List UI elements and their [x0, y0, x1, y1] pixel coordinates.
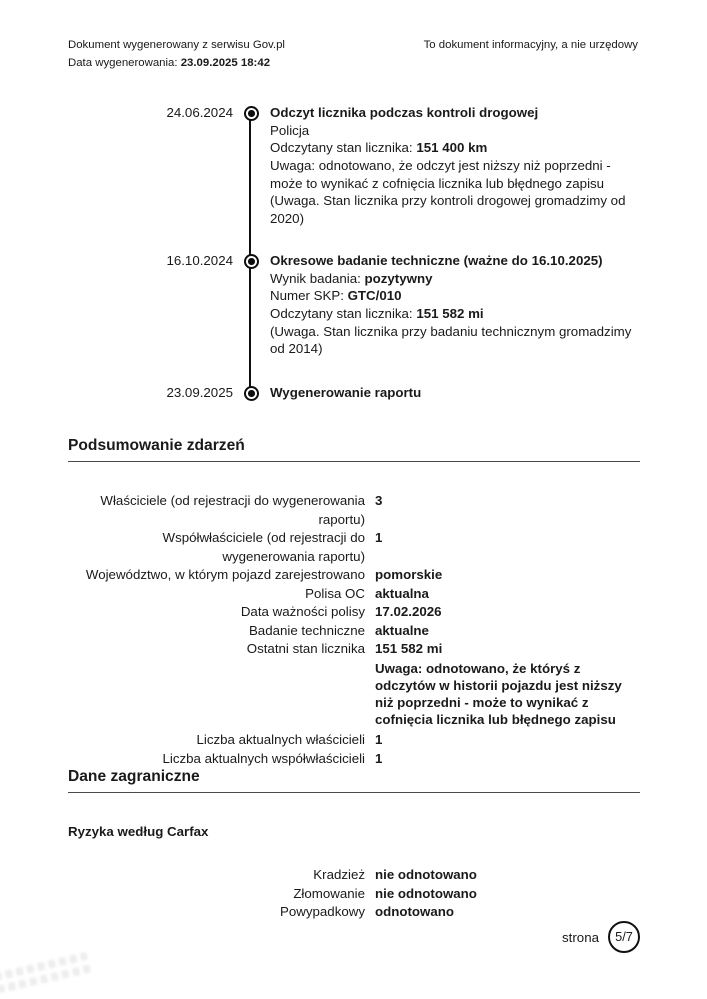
foreign-row-scrapping: Złomowanie nie odnotowano — [293, 885, 477, 901]
timeline-entry-line: Policja — [270, 122, 310, 138]
timeline-entry-title: Odczyt licznika podczas kontroli drogowej — [270, 105, 539, 120]
timeline-entry-line: Odczytany stan licznika: 151 582 mi — [270, 305, 484, 321]
summary-row-co-owners: Współwłaściciele (od rejestracji do wygenerowania raportu) 1 — [162, 530, 383, 564]
summary-row-voivodeship: Województwo, w którym pojazd zarejestrowano pomorskie — [85, 567, 443, 582]
timeline-entry-line: Wynik badania: pozytywny — [270, 270, 433, 286]
document-header — [68, 36, 638, 72]
timeline-marker-icon — [244, 254, 260, 270]
generated-date-value: 23.09.2025 18:42 — [180, 57, 271, 69]
timeline-entry-line: Odczytany stan licznika: 151 400 km — [270, 140, 488, 156]
header-disclaimer: To dokument informacyjny, a nie urzędowy — [423, 39, 638, 51]
timeline-entry-line: Numer SKP: GTC/010 — [270, 288, 402, 304]
summary-row-policy-validity: Data ważności polisy 17.02.2026 — [240, 604, 442, 619]
timeline-entry-report-generated — [68, 384, 642, 402]
summary-row-oc-policy: Polisa OC aktualna — [305, 585, 429, 601]
watermark — [0, 947, 95, 999]
summary-row-technical-inspection: Badanie techniczne aktualne — [248, 622, 429, 638]
summary-section — [68, 436, 640, 768]
timeline-entry-title: Wygenerowanie raportu — [270, 385, 422, 400]
timeline-entry-date: 24.06.2024 — [166, 105, 233, 120]
summary-row-last-odometer: Ostatni stan licznika 151 582 mi — [246, 641, 443, 656]
summary-row-odometer-warning: Uwaga: odnotowano, że któryś z odczytów w historii pojazdu jest niższy niż poprzedni - może to wynikać z cofnięcia licznika lub błędnego zapisu — [375, 660, 622, 728]
summary-row-current-co-owners: Liczba aktualnych współwłaścicieli 1 — [162, 750, 383, 766]
foreign-section-title: Dane zagraniczne — [68, 768, 200, 785]
foreign-row-theft: Kradzież nie odnotowano — [313, 867, 477, 882]
timeline-marker-icon — [244, 106, 260, 122]
summary-row-owners: Właściciele (od rejestracji do wygenerowania raportu) 3 — [100, 493, 383, 527]
events-timeline — [68, 104, 642, 416]
header-generated-info — [68, 36, 285, 72]
timeline-entry-line: (Uwaga. Stan licznika przy kontroli drogowej gromadzimy od 2020) — [270, 193, 626, 226]
timeline-entry-technical-inspection — [68, 252, 642, 358]
foreign-rows — [68, 866, 640, 922]
summary-rows — [68, 492, 640, 768]
generated-from-text: Dokument wygenerowany z serwisu Gov.pl — [68, 39, 285, 51]
timeline-entry-line: (Uwaga. Stan licznika przy badaniu technicznym gromadzimy od 2014) — [270, 323, 632, 357]
summary-section-title: Podsumowanie zdarzeń — [68, 437, 245, 454]
section-divider — [68, 461, 640, 462]
generated-date-label: Data wygenerowania: — [68, 57, 181, 69]
foreign-data-section — [68, 767, 640, 922]
timeline-entry-road-check — [68, 104, 642, 228]
summary-row-current-owners: Liczba aktualnych właścicieli 1 — [196, 732, 383, 748]
generated-date-line — [68, 54, 285, 72]
carfax-risks-subtitle: Ryzyka według Carfax — [68, 824, 209, 839]
page-label: strona — [562, 929, 599, 945]
page-footer — [68, 921, 640, 953]
timeline-entry-date: 23.09.2025 — [166, 385, 233, 400]
timeline-marker-icon — [244, 386, 260, 402]
timeline-entry-line: Uwaga: odnotowano, że odczyt jest niższy niż poprzedni - może to wynikać z cofnięcia licznika lub błędnego zapisu — [270, 157, 611, 191]
section-divider — [68, 792, 640, 793]
foreign-row-accident: Powypadkowy odnotowano — [280, 904, 455, 919]
page-number-badge: 5/7 — [608, 921, 640, 953]
timeline-entry-date: 16.10.2024 — [166, 253, 233, 268]
timeline-entry-title: Okresowe badanie techniczne (ważne do 16.10.2025) — [270, 253, 603, 268]
